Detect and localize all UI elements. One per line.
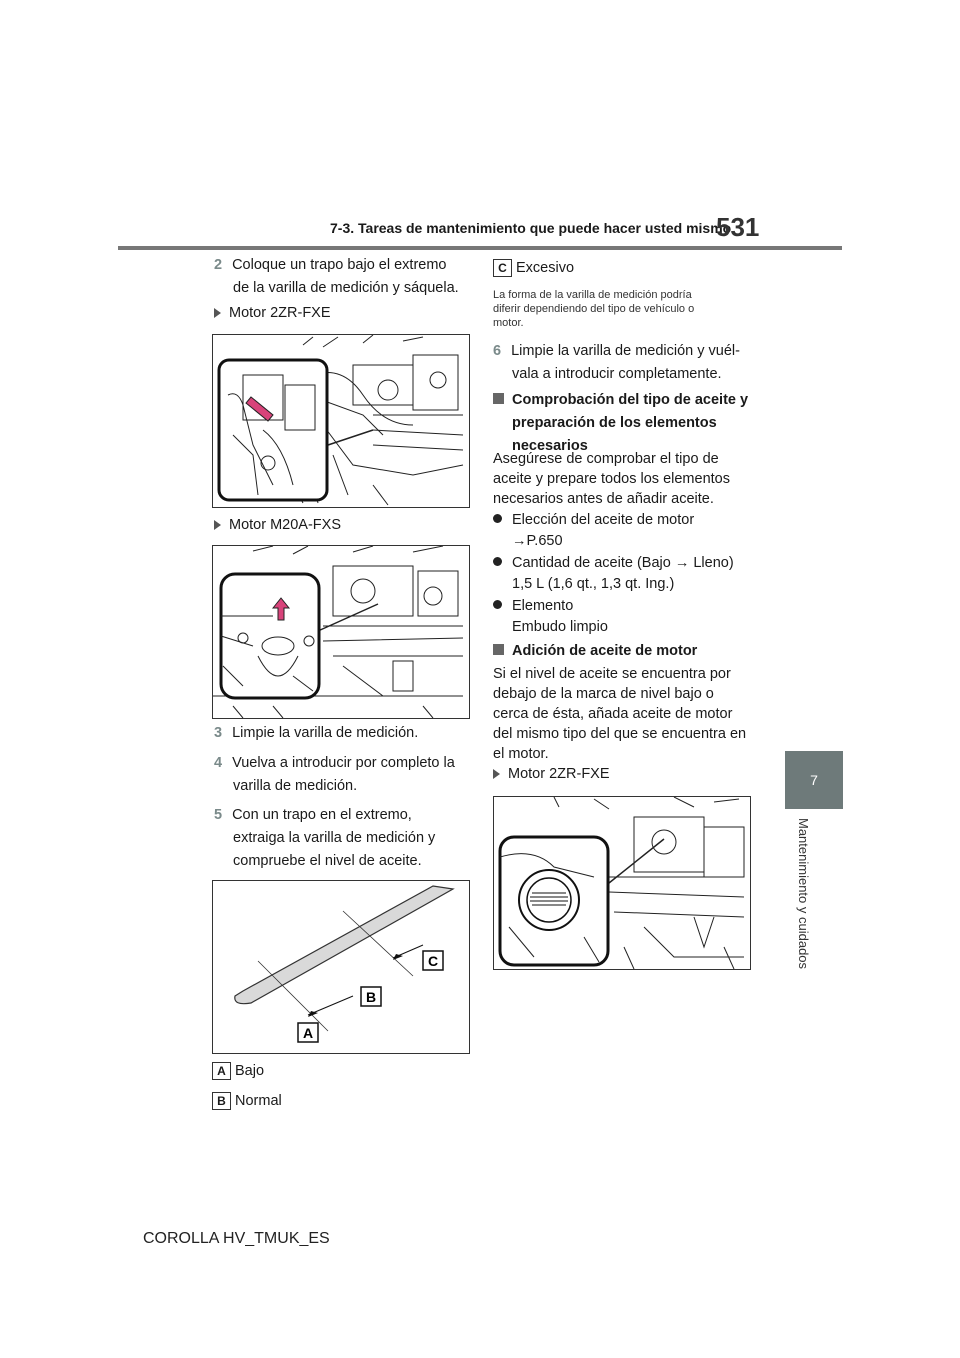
bullet-icon: [493, 600, 502, 609]
engine-label-m20a: [214, 514, 341, 537]
step-5: [214, 804, 435, 873]
heading-add-oil: [493, 640, 697, 663]
step-text: vala a introducir completamente.: [512, 366, 722, 382]
legend-b: [212, 1090, 282, 1113]
step-number: 3: [214, 725, 223, 741]
step-text: Limpie la varilla de medición y vuél-: [511, 343, 740, 359]
paragraph-oil-type: [493, 449, 730, 509]
header-rule: [118, 246, 842, 250]
bullet-text: Elemento: [512, 598, 574, 614]
step-text: compruebe el nivel de aceite.: [233, 853, 422, 869]
step-text: de la varilla de medición y sáquela.: [233, 280, 459, 296]
engine-figure-2zr: [212, 334, 470, 508]
note-text: motor.: [493, 317, 524, 329]
paragraph-add-oil: [493, 664, 746, 764]
heading-text: Adición de aceite de motor: [512, 643, 698, 659]
step-text: Con un trapo en el extremo,: [232, 807, 412, 823]
paragraph-text: Asegúrese de comprobar el tipo de: [493, 451, 719, 467]
step-3: [214, 722, 418, 745]
engine-label-2zr: [214, 302, 331, 325]
dipstick-figure: [212, 880, 470, 1054]
dipstick-label-b: B: [365, 989, 377, 1005]
bullet-oil-choice: [493, 510, 694, 552]
step-text: Coloque un trapo bajo el extremo: [232, 257, 447, 273]
step-text: Vuelva a introducir por completo la: [232, 755, 455, 771]
legend-text: Normal: [235, 1093, 282, 1109]
heading-text: Comprobación del tipo de aceite y: [512, 392, 749, 408]
legend-c: [493, 257, 574, 280]
step-4: [214, 752, 455, 798]
paragraph-text: aceite y prepare todos los elementos: [493, 471, 730, 487]
step-6: [493, 340, 740, 386]
bullet-icon: [493, 557, 502, 566]
legend-letter: A: [212, 1062, 231, 1080]
engine-label-text: Motor 2ZR-FXE: [229, 305, 331, 321]
arrow-icon: [214, 520, 221, 530]
bullet-text: Elección del aceite de motor: [512, 512, 695, 528]
paragraph-text: Si el nivel de aceite se encuentra por: [493, 666, 731, 682]
paragraph-text: debajo de la marca de nivel bajo o: [493, 686, 714, 702]
legend-letter: C: [493, 259, 512, 277]
paragraph-text: del mismo tipo del que se encuentra en: [493, 726, 747, 742]
heading-oil-type: [493, 389, 748, 458]
step-text: varilla de medición.: [233, 778, 358, 794]
note-text: La forma de la varilla de medición podría: [493, 289, 692, 301]
step-number: 2: [214, 257, 223, 273]
bullet-item: [493, 596, 608, 638]
dipstick-label-c: C: [427, 953, 439, 969]
chapter-tab: [785, 751, 843, 809]
paragraph-text: el motor.: [493, 746, 549, 762]
legend-text: Excesivo: [516, 260, 575, 276]
engine-label-text: Motor 2ZR-FXE: [508, 766, 610, 782]
page-reference-link[interactable]: →P.650: [512, 533, 563, 549]
step-number: 5: [214, 807, 223, 823]
step-text: Limpie la varilla de medición.: [232, 725, 419, 741]
dipstick-label-a: A: [302, 1025, 314, 1041]
square-bullet-icon: [493, 393, 504, 404]
paragraph-text: necesarios antes de añadir aceite.: [493, 491, 714, 507]
engine-label-text: Motor M20A-FXS: [229, 517, 341, 533]
engine-figure-m20a: [212, 545, 470, 719]
arrow-icon: [214, 308, 221, 318]
bullet-icon: [493, 514, 502, 523]
dipstick-note: [493, 288, 694, 330]
oil-filler-figure-2zr: [493, 796, 751, 970]
legend-text: Bajo: [235, 1063, 265, 1079]
legend-a: [212, 1060, 264, 1083]
document-footer: COROLLA HV_TMUK_ES: [143, 1230, 330, 1247]
bullet-text: Embudo limpio: [512, 619, 608, 635]
bullet-text: Cantidad de aceite (Bajo → Lleno): [512, 555, 734, 571]
step-2: [214, 254, 459, 300]
paragraph-text: cerca de ésta, añada aceite de motor: [493, 706, 733, 722]
arrow-icon: [493, 769, 500, 779]
bullet-oil-quantity: [493, 553, 734, 595]
heading-text: necesarios: [512, 438, 588, 454]
square-bullet-icon: [493, 644, 504, 655]
note-text: diferir dependiendo del tipo de vehículo o: [493, 303, 695, 315]
section-title: 7-3. Tareas de mantenimiento que puede hacer usted mismo: [330, 220, 732, 236]
step-number: 6: [493, 343, 502, 359]
page-number: 531: [716, 212, 760, 242]
legend-letter: B: [212, 1092, 231, 1110]
chapter-label: Mantenimiento y cuidados: [796, 818, 811, 970]
chapter-number: 7: [810, 772, 818, 788]
step-number: 4: [214, 755, 223, 771]
step-text: extraiga la varilla de medición y: [233, 830, 436, 846]
heading-text: preparación de los elementos: [512, 415, 717, 431]
engine-label-2zr-fill: [493, 763, 610, 786]
bullet-text: 1,5 L (1,6 qt., 1,3 qt. Ing.): [512, 576, 675, 592]
